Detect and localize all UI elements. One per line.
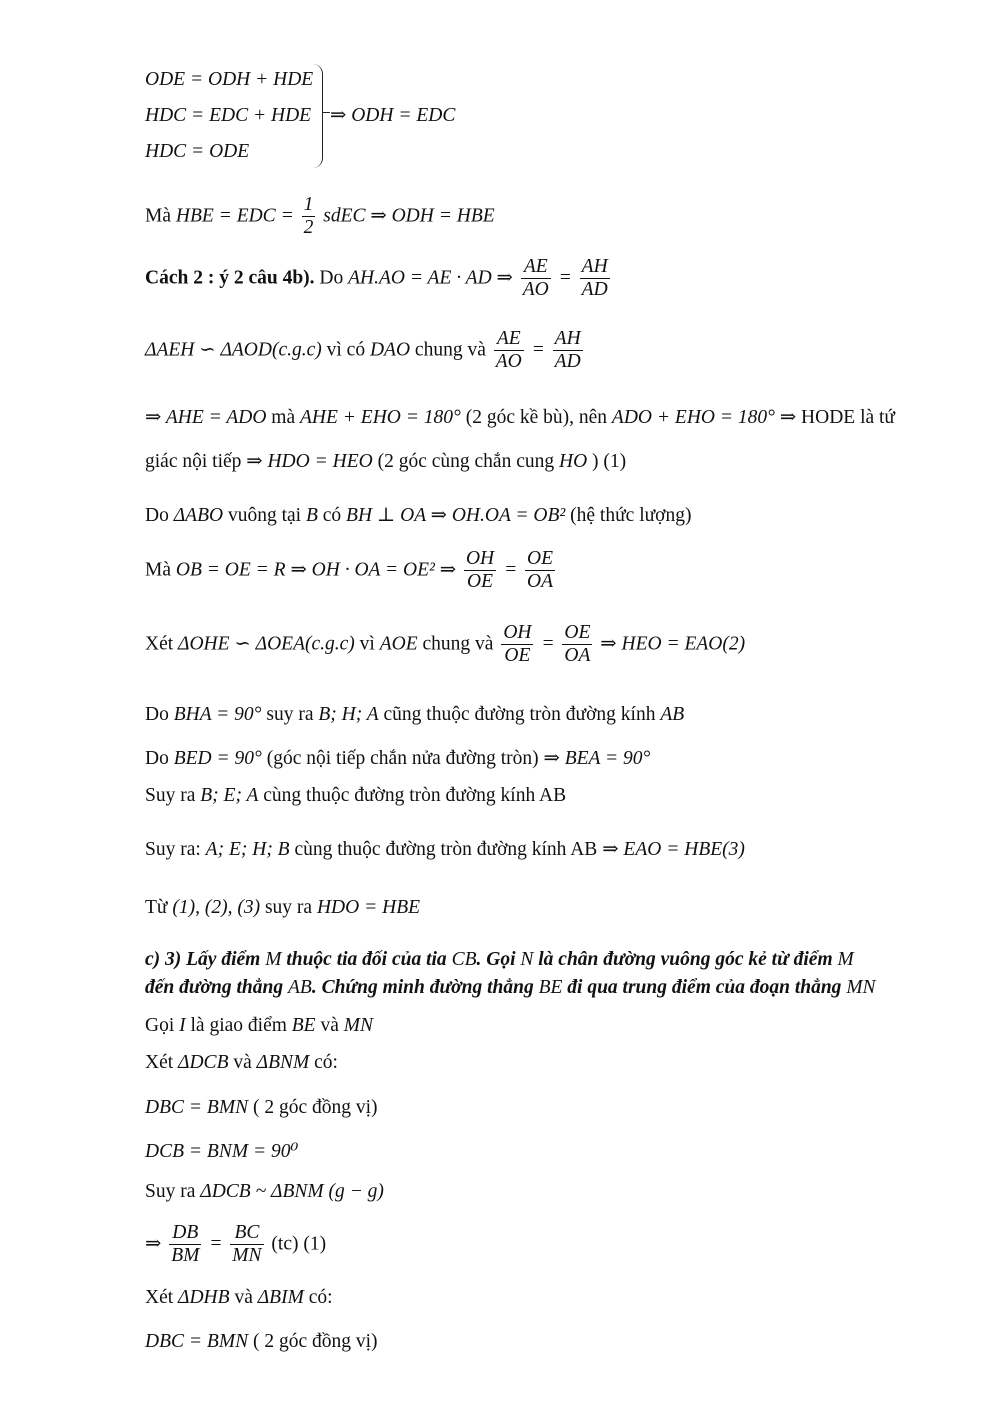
method-label: Cách 2 : ý 2 câu 4b).	[145, 267, 315, 289]
text: là chân đường vuông góc kẻ từ điểm	[538, 949, 833, 970]
math: ΔDHB	[178, 1287, 230, 1308]
text-line	[145, 703, 684, 726]
text: Mà	[145, 559, 171, 581]
denominator: AD	[581, 279, 608, 301]
math: =	[531, 339, 545, 361]
text-line	[145, 256, 613, 302]
text: (tc) (1)	[271, 1233, 327, 1255]
equation-line: HDC = ODE	[145, 141, 250, 162]
text: ( 2 góc đồng vị)	[252, 1331, 378, 1352]
text: suy ra	[266, 704, 314, 725]
text-line	[145, 1180, 384, 1203]
math: sdEC ⇒ ODH = HBE	[323, 205, 495, 227]
text-line	[145, 328, 586, 374]
text-line	[145, 504, 692, 527]
text: có:	[314, 1052, 338, 1073]
text: cùng thuộc đường tròn đường kính AB	[263, 785, 567, 806]
text: và	[233, 1052, 252, 1073]
math: ⇒ HDO = HEO	[246, 451, 373, 472]
text-line	[145, 1051, 338, 1074]
text-line	[145, 1286, 333, 1309]
text: Suy ra:	[145, 839, 201, 860]
problem-statement-line-1	[145, 948, 854, 971]
text-line	[145, 838, 745, 861]
text: Từ	[145, 897, 168, 918]
equation-line: ODE = ODH + HDE	[145, 69, 314, 90]
text: Suy ra	[145, 785, 196, 806]
math: AB	[287, 977, 312, 998]
math: DBC = BMN	[145, 1097, 249, 1118]
math: ΔDCB ~ ΔBNM	[200, 1181, 324, 1202]
math: DAO	[369, 339, 411, 361]
text: Xét	[145, 1052, 174, 1073]
problem-statement-line-2	[145, 976, 876, 999]
text: (2 góc cùng chắn cung	[377, 451, 555, 472]
text: (hệ thức lượng)	[570, 505, 692, 526]
math: B	[305, 505, 318, 526]
math: HO	[559, 451, 588, 472]
fraction	[521, 256, 551, 302]
math: BH ⊥ OA ⇒ OH.OA = OB²	[346, 505, 566, 526]
text: Do	[319, 267, 344, 289]
math: AB	[660, 704, 685, 725]
denominator: MN	[232, 1245, 262, 1267]
denominator: 2	[303, 217, 314, 239]
math: ADO + EHO = 180° ⇒	[611, 407, 797, 428]
text-line	[145, 784, 566, 807]
math: ΔOHE ∽ ΔOEA(c.g.c)	[178, 633, 355, 655]
text-line	[145, 1330, 378, 1353]
fraction	[169, 1222, 201, 1268]
math: BHA = 90°	[173, 704, 262, 725]
math: B; E; A	[200, 785, 259, 806]
text: mà	[271, 407, 296, 428]
fraction	[553, 328, 583, 374]
fraction	[580, 256, 610, 302]
math: B; H; A	[318, 704, 379, 725]
text: chung và	[422, 633, 494, 655]
math: ΔAEH ∽ ΔAOD(c.g.c)	[145, 339, 322, 361]
denominator: OA	[527, 571, 554, 593]
math: I	[179, 1015, 186, 1036]
math: ΔABO	[173, 505, 224, 526]
math: AOE	[379, 633, 418, 655]
equation-line: HDC = EDC + HDE	[145, 105, 312, 126]
text: đi qua trung điểm của đoạn thẳng	[567, 977, 842, 998]
text: đến đường thẳng	[145, 977, 284, 998]
text: Suy ra	[145, 1181, 196, 1202]
math: A; E; H; B	[205, 839, 290, 860]
text: giác nội tiếp	[145, 451, 242, 472]
fraction	[494, 328, 524, 374]
math: BE	[291, 1015, 316, 1036]
denominator: OE	[504, 645, 531, 667]
math: ⇒	[145, 1233, 162, 1255]
text: là giao điểm	[190, 1015, 287, 1036]
math: ΔDCB	[178, 1052, 229, 1073]
text-line	[145, 747, 650, 770]
text: và	[320, 1015, 339, 1036]
numerator: AH	[553, 328, 583, 351]
math: DCB = BNM = 90⁰	[145, 1141, 299, 1162]
text: . Chứng minh đường thẳng	[311, 977, 534, 998]
math: HDO = HBE	[316, 897, 421, 918]
math: N	[520, 949, 534, 970]
text: (góc nội tiếp chắn nửa đường tròn)	[266, 748, 539, 769]
text: c) 3) Lấy điểm	[145, 949, 261, 970]
text: Gọi	[145, 1015, 175, 1036]
numerator: 1	[302, 194, 316, 217]
text-line	[145, 194, 495, 240]
numerator: OE	[562, 622, 592, 645]
text: cùng thuộc đường tròn đường kính AB	[294, 839, 598, 860]
denominator: AO	[522, 279, 549, 301]
fraction	[525, 548, 555, 594]
numerator: BC	[230, 1222, 263, 1245]
text: Do	[145, 505, 169, 526]
math: =	[209, 1233, 223, 1255]
fraction	[501, 622, 533, 668]
math: HBE = EDC =	[175, 205, 294, 227]
text: có:	[308, 1287, 333, 1308]
text-line	[145, 1222, 326, 1268]
text: ( 2 góc đồng vị)	[252, 1097, 378, 1118]
fraction	[562, 622, 592, 668]
text-line	[145, 622, 745, 668]
math: M	[265, 949, 282, 970]
math: MN	[343, 1015, 373, 1036]
text-line	[145, 1014, 373, 1037]
math: M	[837, 949, 854, 970]
math: ⇒ AHE = ADO	[145, 407, 267, 428]
numerator: OH	[464, 548, 496, 571]
text: vì có	[326, 339, 366, 361]
text-line	[145, 896, 420, 919]
denominator: OA	[564, 645, 591, 667]
text: vuông tại	[227, 505, 302, 526]
math: MN	[846, 977, 876, 998]
text: có	[322, 505, 342, 526]
text: chung và	[414, 339, 486, 361]
math: (g − g)	[328, 1181, 384, 1202]
numerator: DB	[169, 1222, 201, 1245]
text-line	[145, 406, 895, 429]
denominator: OE	[467, 571, 494, 593]
system-result: ⇒ ODH = EDC	[330, 105, 456, 126]
math: ⇒ HEO = EAO(2)	[600, 633, 746, 655]
text: thuộc tia đối của tia	[286, 949, 447, 970]
text: Xét	[145, 1287, 174, 1308]
text: Mà	[145, 205, 171, 227]
text: Xét	[145, 633, 174, 655]
math: =	[541, 633, 555, 655]
text-line	[145, 548, 558, 594]
denominator: AD	[554, 351, 581, 373]
math: ⇒ EAO = HBE(3)	[602, 839, 745, 860]
text-line	[145, 1140, 298, 1163]
text: ) (1)	[592, 451, 627, 472]
text: và	[234, 1287, 253, 1308]
math: DBC = BMN	[145, 1331, 249, 1352]
text: . Gọi	[476, 949, 516, 970]
numerator: AE	[521, 256, 551, 279]
numerator: AH	[580, 256, 610, 279]
math: AHE + EHO = 180°	[299, 407, 461, 428]
fraction	[464, 548, 496, 594]
text: Do	[145, 748, 169, 769]
curly-brace	[312, 64, 323, 168]
math: (1), (2), (3)	[172, 897, 261, 918]
text: vì	[359, 633, 375, 655]
math: =	[504, 559, 518, 581]
numerator: OH	[501, 622, 533, 645]
numerator: OE	[525, 548, 555, 571]
math: CB	[451, 949, 477, 970]
text-line	[145, 1096, 378, 1119]
text: cũng thuộc đường tròn đường kính	[383, 704, 656, 725]
denominator: AO	[495, 351, 522, 373]
numerator: AE	[494, 328, 524, 351]
math: =	[558, 267, 572, 289]
text-line	[145, 450, 626, 473]
denominator: BM	[171, 1245, 200, 1267]
math: ⇒ BEA = 90°	[543, 748, 651, 769]
math: OB = OE = R ⇒ OH · OA = OE² ⇒	[175, 559, 457, 581]
fraction	[230, 1222, 263, 1268]
math: AH.AO = AE · AD ⇒	[348, 267, 513, 289]
text: Do	[145, 704, 169, 725]
fraction	[302, 194, 316, 240]
text: (2 góc kề bù), nên	[465, 407, 608, 428]
math: BED = 90°	[173, 748, 262, 769]
math: ΔBIM	[257, 1287, 304, 1308]
text: HODE là tứ	[801, 407, 895, 428]
math: ΔBNM	[256, 1052, 310, 1073]
text: suy ra	[264, 897, 313, 918]
math: BE	[538, 977, 563, 998]
